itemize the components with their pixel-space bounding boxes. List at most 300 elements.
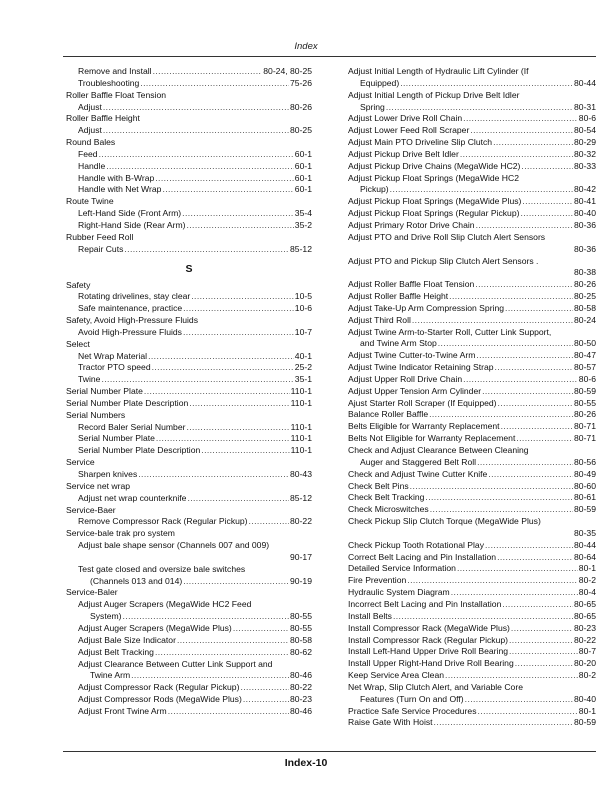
- index-entry-line: [348, 635, 596, 647]
- index-entry-line: [348, 706, 596, 718]
- leader-dots: [521, 161, 573, 173]
- leader-dots: [407, 575, 578, 587]
- index-heading: Round Bales: [66, 137, 116, 148]
- entry-text: Adjust Belt Tracking: [78, 646, 154, 657]
- index-subentry: [66, 208, 312, 220]
- entry-text: Check and Adjust Clearance Between Cleaning: [348, 445, 529, 455]
- entry-text: Adjust: [78, 125, 102, 136]
- index-entry: [66, 398, 312, 410]
- entry-page: 110-1: [290, 445, 312, 456]
- index-entry-line: [348, 113, 596, 125]
- entry-text: Adjust Twine Arm-to-Starter Roll, Cutter Link Support,: [348, 326, 552, 337]
- index-entry-line: [348, 291, 596, 303]
- entry-page: 80-6: [578, 373, 596, 384]
- entry-text: Right-Hand Side (Rear Arm): [78, 219, 186, 230]
- entry-page: 80-26: [574, 409, 596, 420]
- entry-page: 80-49: [574, 468, 596, 479]
- entry-page: 110-1: [290, 397, 312, 408]
- entry-text: Adjust Pickup Float Springs (MegaWide HC2: [348, 172, 519, 183]
- index-entry-line: [66, 386, 312, 398]
- index-subentry: [66, 422, 312, 434]
- entry-page: 60-1: [294, 160, 312, 171]
- entry-page: 35-2: [294, 219, 312, 230]
- index-entry-line: [78, 493, 312, 505]
- index-subentry: [66, 184, 312, 196]
- entry-page: 80-26: [290, 101, 312, 112]
- leader-dots: [186, 220, 293, 232]
- index-entry: [348, 125, 596, 137]
- leader-dots: [240, 682, 289, 694]
- leader-dots: [488, 469, 573, 481]
- leader-dots: [390, 184, 573, 196]
- leader-dots: [463, 113, 578, 125]
- entry-text: Adjust Take-Up Arm Compression Spring: [348, 302, 505, 313]
- entry-page: 80-55: [290, 622, 312, 633]
- index-entry-line: [78, 291, 312, 303]
- entry-text: Net Wrap, Slip Clutch Alert, and Variable Core: [348, 681, 523, 692]
- entry-page: 80-29: [574, 137, 596, 148]
- entry-text: Detailed Service Information: [348, 563, 456, 574]
- leader-dots: [476, 220, 573, 232]
- leader-dots: [478, 706, 578, 718]
- leader-dots: [485, 540, 573, 552]
- leader-dots: [243, 694, 289, 706]
- entry-text: Serial Number Plate: [66, 386, 143, 397]
- index-entry: [348, 173, 596, 197]
- entry-text: Raise Gate With Hoist: [348, 717, 433, 728]
- leader-dots: [451, 587, 578, 599]
- leader-dots: [140, 78, 289, 90]
- index-heading: Service-bale trak pro system: [66, 528, 175, 539]
- entry-page: 40-1: [294, 350, 312, 361]
- entry-text: Sharpen knives: [78, 469, 138, 479]
- index-entry-line: [348, 611, 596, 623]
- entry-page: 80-35: [574, 527, 596, 538]
- index-subentry: [66, 173, 312, 185]
- index-entry-line: [348, 421, 596, 433]
- leader-dots: [482, 386, 573, 398]
- entry-page: 80-40: [574, 208, 596, 219]
- entry-page: 35-1: [294, 374, 312, 385]
- index-entry-line: [78, 623, 312, 635]
- entry-text: Test gate closed and oversize bale switches: [78, 563, 246, 574]
- entry-page: 80-46: [290, 670, 312, 681]
- entry-page: 80-59: [574, 385, 596, 396]
- entry-text: Tractor PTO speed: [78, 362, 151, 373]
- entry-page: 80-31: [574, 101, 596, 112]
- index-entry: [348, 315, 596, 327]
- entry-text: Serial Number Plate Description: [66, 397, 189, 408]
- leader-dots: [516, 433, 573, 445]
- index-entry-line: [78, 422, 312, 434]
- entry-page: 80-59: [574, 504, 596, 515]
- index-entry-line: [348, 125, 596, 137]
- index-subentry: [66, 493, 312, 505]
- leader-dots: [187, 493, 289, 505]
- entry-page: 80-22: [290, 682, 312, 693]
- entry-page: 80-1: [578, 563, 596, 574]
- leader-dots: [509, 635, 573, 647]
- index-entry-line: [348, 279, 596, 291]
- entry-text: Serial Number Plate: [78, 433, 155, 444]
- entry-text: and Twine Arm Stop: [360, 338, 437, 349]
- index-entry-line: [78, 362, 312, 374]
- index-entry: [348, 374, 596, 386]
- leader-dots: [509, 646, 578, 658]
- entry-text: Record Baler Serial Number: [78, 421, 186, 432]
- entry-page: 80-44: [574, 77, 596, 88]
- index-heading: Safety, Avoid High-Pressure Fluids: [66, 315, 198, 326]
- entry-page: 35-4: [294, 208, 312, 219]
- leader-dots: [497, 552, 573, 564]
- entry-text: Rotating drivelines, stay clear: [78, 291, 191, 302]
- index-entry-line: [348, 338, 596, 350]
- index-entry-line: [348, 599, 596, 611]
- entry-text: Auger and Staggered Belt Roll: [360, 456, 477, 467]
- entry-page: 80-33: [574, 160, 596, 171]
- entry-page: 80-20: [574, 658, 596, 669]
- index-entry-line: [78, 694, 312, 706]
- index-subentry: [66, 351, 312, 363]
- index-entry-line: [348, 469, 596, 481]
- leader-dots: [493, 137, 573, 149]
- index-entry-line: [348, 208, 596, 220]
- page-header: Index: [294, 41, 318, 52]
- entry-text: Check Pickup Slip Clutch Torque (MegaWide Plus): [348, 516, 541, 527]
- entry-page: 75-26: [290, 77, 312, 88]
- entry-text: Adjust Auger Scrapers (MegaWide Plus): [78, 622, 232, 633]
- leader-dots: [522, 196, 573, 208]
- entry-text: Adjust Initial Length of Hydraulic Lift Cylinder (If: [348, 66, 529, 76]
- entry-text: Adjust Compressor Rack (Regular Pickup): [78, 682, 240, 693]
- entry-text: Practice Safe Service Procedures: [348, 705, 477, 716]
- leader-dots: [131, 670, 289, 682]
- leader-dots: [477, 457, 573, 469]
- entry-page: 80-40: [574, 693, 596, 704]
- header-rule: [63, 56, 596, 57]
- index-heading: Roller Baffle Height: [66, 113, 140, 124]
- entry-text: Adjust Pickup Drive Belt Idler: [348, 148, 459, 159]
- leader-dots: [434, 717, 573, 729]
- index-heading: Roller Baffle Float Tension: [66, 89, 166, 100]
- leader-dots: [162, 184, 293, 196]
- index-subentry: [66, 327, 312, 339]
- entry-page: 10-6: [294, 303, 312, 314]
- index-entry: [348, 611, 596, 623]
- entry-page: 80-41: [574, 196, 596, 207]
- entry-text: Adjust bale shape sensor (Channels 007 and 009): [78, 540, 270, 551]
- entry-text: Balance Roller Baffle: [348, 409, 429, 420]
- entry-text: Install Upper Right-Hand Drive Roll Bearing: [348, 658, 514, 669]
- entry-text: Adjust Lower Feed Roll Scraper: [348, 125, 470, 136]
- entry-page: 10-5: [294, 291, 312, 302]
- entry-page: 80-58: [290, 634, 312, 645]
- entry-text: Install Left-Hand Upper Drive Roll Bearing: [348, 646, 509, 657]
- index-subentry: [66, 66, 312, 78]
- leader-dots: [144, 386, 290, 398]
- index-subentry: [66, 599, 312, 623]
- entry-text: Adjust Initial Length of Pickup Drive Belt Idler: [348, 89, 520, 100]
- leader-dots: [386, 102, 573, 114]
- index-entry-line: [78, 611, 312, 623]
- leader-dots: [182, 208, 294, 220]
- entry-text: Ajust Starter Roll Scraper (If Equipped): [348, 397, 497, 408]
- leader-dots: [106, 161, 294, 173]
- index-entry: [348, 421, 596, 433]
- index-subentry: [66, 125, 312, 137]
- index-entry: [348, 623, 596, 635]
- entry-page: 90-17: [290, 551, 312, 562]
- entry-text: (Channels 013 and 014): [90, 575, 183, 586]
- index-entry-line: [78, 303, 312, 315]
- entry-text: Adjust Clearance Between Cutter Link Support and: [78, 658, 273, 669]
- entry-text: Check Belt Tracking: [348, 492, 425, 503]
- entry-text: Belts Eligible for Warranty Replacement: [348, 421, 500, 432]
- leader-dots: [400, 78, 573, 90]
- entry-text: Install Belts: [348, 610, 392, 621]
- index-subentry: [66, 469, 312, 481]
- index-entry-line: [348, 433, 596, 445]
- entry-page: 80-2: [578, 670, 596, 681]
- entry-page: 80-65: [574, 610, 596, 621]
- entry-text: Handle: [78, 160, 106, 171]
- entry-page: 80-56: [574, 456, 596, 467]
- index-entry-line: [348, 161, 596, 173]
- index-entry-line: [78, 66, 312, 78]
- entry-text: Adjust Pickup Float Springs (Regular Pickup): [348, 208, 520, 219]
- index-entry-line: [78, 706, 312, 718]
- entry-page: 110-1: [290, 421, 312, 432]
- index-heading: Route Twine: [66, 196, 114, 207]
- entry-page: 85-12: [290, 492, 312, 503]
- index-entry-line: [348, 386, 596, 398]
- index-entry: [348, 492, 596, 504]
- index-subentry: [66, 659, 312, 683]
- leader-dots: [393, 611, 573, 623]
- leader-dots: [183, 576, 289, 588]
- leader-dots: [412, 315, 573, 327]
- index-entry: [348, 161, 596, 173]
- index-entry-line: [348, 481, 596, 493]
- index-entry: [348, 552, 596, 564]
- index-entry: [348, 232, 596, 256]
- index-subentry: [66, 682, 312, 694]
- entry-text: Repair Cuts: [78, 243, 124, 254]
- index-entry-line: [78, 173, 312, 185]
- leader-dots: [445, 670, 578, 682]
- index-entry-line: [348, 587, 596, 599]
- index-subentry: [66, 244, 312, 256]
- index-entry-line: [348, 398, 596, 410]
- index-entry: [348, 409, 596, 421]
- index-entry-line: [78, 670, 312, 682]
- index-entry: [348, 303, 596, 315]
- index-entry-line: [348, 350, 596, 362]
- index-entry-line: [348, 362, 596, 374]
- leader-dots: [460, 149, 573, 161]
- index-entry-line: [78, 351, 312, 363]
- entry-text: Check and Adjust Twine Cutter Knife: [348, 468, 488, 479]
- leader-dots: [476, 350, 573, 362]
- index-entry-line: [348, 457, 596, 469]
- entry-page: 25-2: [294, 362, 312, 373]
- index-subentry: [66, 540, 312, 564]
- entry-page: 80-38: [574, 267, 596, 278]
- index-column-right: [348, 66, 596, 729]
- index-entry: [348, 398, 596, 410]
- entry-text: Install Compressor Rack (MegaWide Plus): [348, 622, 510, 633]
- entry-text: Adjust Upper Tension Arm Cylinder: [348, 385, 482, 396]
- index-entry-line: [348, 670, 596, 682]
- index-entry: [348, 90, 596, 114]
- leader-dots: [463, 374, 578, 386]
- entry-page: 90-19: [290, 575, 312, 586]
- leader-dots: [438, 338, 573, 350]
- index-entry: [348, 646, 596, 658]
- leader-dots: [249, 516, 289, 528]
- entry-page: 80-7: [578, 646, 596, 657]
- index-entry: [348, 66, 596, 90]
- entry-text: Keep Service Area Clean: [348, 670, 445, 681]
- entry-text: Adjust net wrap counterknife: [78, 492, 187, 503]
- leader-dots: [189, 398, 289, 410]
- leader-dots: [511, 623, 573, 635]
- index-entry: [348, 208, 596, 220]
- entry-text: Safe maintenance, practice: [78, 303, 183, 314]
- entry-page: 60-1: [294, 172, 312, 183]
- leader-dots: [103, 102, 289, 114]
- index-entry-line: [78, 374, 312, 386]
- index-entry: [66, 386, 312, 398]
- index-entry: [348, 196, 596, 208]
- entry-text: Feed: [78, 148, 98, 159]
- index-entry: [348, 658, 596, 670]
- leader-dots: [520, 208, 573, 220]
- index-entry-line: [78, 78, 312, 90]
- entry-page: 80-25: [290, 125, 312, 136]
- index-entry-line: [78, 516, 312, 528]
- index-entry-line: [78, 635, 312, 647]
- leader-dots: [475, 279, 573, 291]
- entry-text: Remove Compressor Rack (Regular Pickup): [78, 516, 248, 527]
- index-subentry: [66, 291, 312, 303]
- entry-page: 80-43: [290, 469, 312, 479]
- entry-text: Adjust: [78, 101, 102, 112]
- entry-page: 80-55: [290, 611, 312, 622]
- index-entry-line: [348, 492, 596, 504]
- leader-dots: [505, 303, 573, 315]
- index-entry-line: [348, 149, 596, 161]
- index-entry: [348, 350, 596, 362]
- entry-text: Net Wrap Material: [78, 350, 148, 361]
- leader-dots: [123, 611, 290, 623]
- leader-dots: [156, 433, 290, 445]
- index-entry: [348, 137, 596, 149]
- index-entry-line: [78, 469, 312, 481]
- index-entry: [348, 670, 596, 682]
- index-subentry: [66, 149, 312, 161]
- index-heading: Service-Baler: [66, 587, 118, 598]
- index-heading: Service-Baer: [66, 504, 116, 515]
- leader-dots: [470, 125, 573, 137]
- entry-text: Adjust Roller Baffle Float Tension: [348, 279, 475, 290]
- index-entry: [348, 717, 596, 729]
- entry-page: 80-26: [574, 279, 596, 290]
- index-entry-line: [78, 184, 312, 196]
- index-entry: [348, 445, 596, 469]
- entry-text: Adjust Primary Rotor Drive Chain: [348, 219, 475, 230]
- index-subentry: [66, 374, 312, 386]
- index-entry: [348, 362, 596, 374]
- entry-text: Handle with Net Wrap: [78, 184, 162, 195]
- index-subentry: [66, 220, 312, 232]
- entry-page: 80-2: [578, 575, 596, 586]
- entry-page: 80-65: [574, 598, 596, 609]
- leader-dots: [502, 599, 573, 611]
- entry-text: Fire Prevention: [348, 575, 407, 586]
- entry-text: Features (Turn On and Off): [360, 693, 464, 704]
- leader-dots: [152, 362, 294, 374]
- entry-text: Adjust Bale Size Indicator: [78, 634, 176, 645]
- leader-dots: [430, 504, 573, 516]
- entry-text: Adjust PTO and Drive Roll Slip Clutch Alert Sensors: [348, 231, 546, 242]
- index-heading: Service: [66, 457, 95, 468]
- index-entry: [348, 220, 596, 232]
- index-entry: [348, 279, 596, 291]
- index-heading: Rubber Feed Roll: [66, 231, 134, 242]
- entry-text: Adjust Pickup Float Springs (MegaWide Plus): [348, 196, 522, 207]
- section-letter: S: [185, 262, 193, 275]
- index-entry-line: [348, 552, 596, 564]
- index-entry-line: [78, 125, 312, 137]
- index-subentry: [66, 433, 312, 445]
- entry-text: System): [90, 611, 122, 622]
- index-entry-line: [348, 575, 596, 587]
- index-entry-line: [78, 445, 312, 457]
- index-entry-line: [348, 563, 596, 575]
- index-heading: Service net wrap: [66, 480, 131, 491]
- entry-text: Install Compressor Rack (Regular Pickup): [348, 634, 508, 645]
- entry-page: 80-54: [574, 125, 596, 136]
- entry-text: Adjust Auger Scrapers (MegaWide HC2 Feed: [78, 599, 252, 610]
- index-entry: [348, 256, 596, 280]
- index-entry: [348, 635, 596, 647]
- index-entry-line: [78, 220, 312, 232]
- index-entry-line: [78, 149, 312, 161]
- index-entry-line: [348, 717, 596, 729]
- entry-page: 80-42: [574, 184, 596, 195]
- entry-text: Remove and Install: [78, 66, 152, 76]
- entry-page: 80-57: [574, 362, 596, 373]
- index-entry-line: [348, 220, 596, 232]
- index-subentry: [66, 303, 312, 315]
- index-entry: [348, 433, 596, 445]
- index-entry-line: [348, 504, 596, 516]
- entry-page: 60-1: [294, 184, 312, 195]
- entry-page: 80-25: [574, 291, 596, 302]
- entry-text: Adjust Twine Cutter-to-Twine Arm: [348, 350, 476, 361]
- index-subentry: [66, 161, 312, 173]
- index-subentry: [66, 694, 312, 706]
- footer-rule: [63, 751, 596, 752]
- leader-dots: [101, 374, 293, 386]
- leader-dots: [153, 66, 263, 78]
- leader-dots: [148, 351, 294, 363]
- entry-page: 80-50: [574, 338, 596, 349]
- leader-dots: [168, 706, 289, 718]
- index-entry: [348, 682, 596, 706]
- entry-text: Adjust Pickup Drive Chains (MegaWide HC2): [348, 160, 521, 171]
